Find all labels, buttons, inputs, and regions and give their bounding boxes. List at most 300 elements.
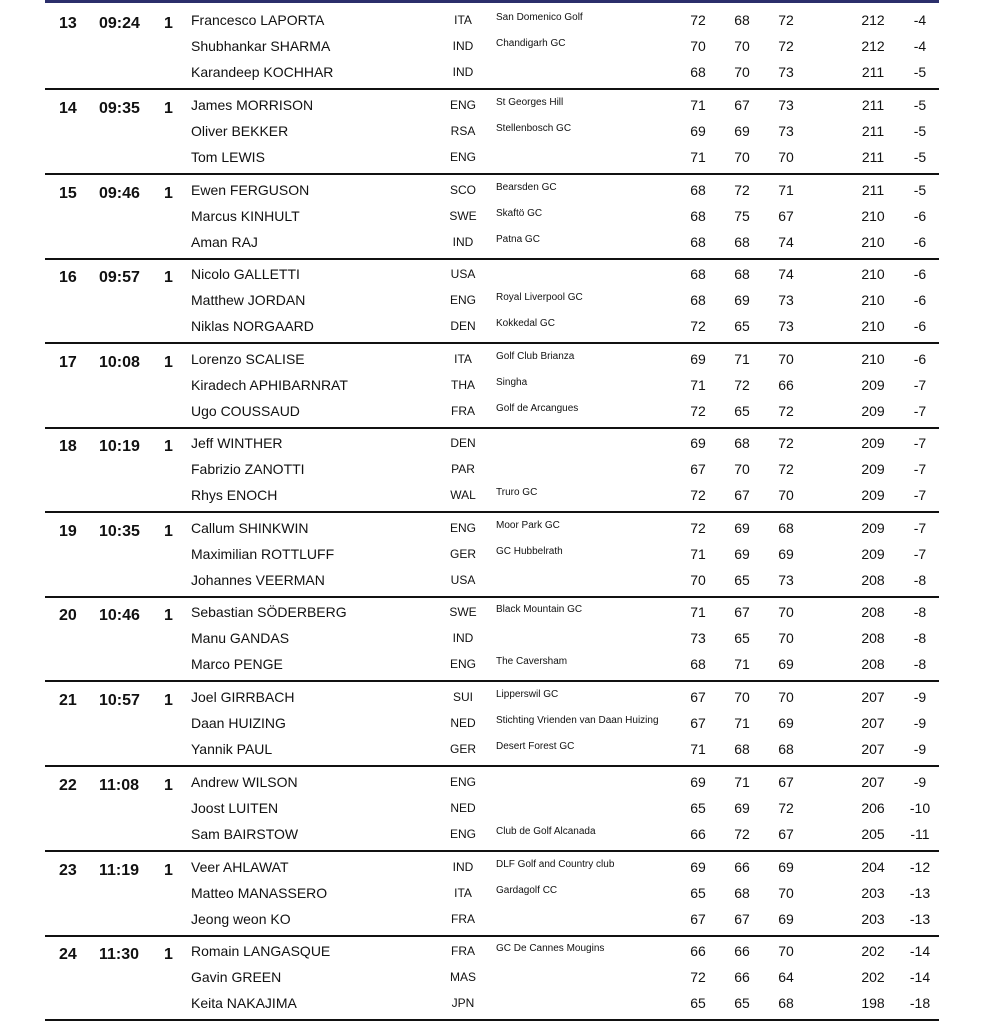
player-country: FRA — [451, 912, 475, 926]
player-row — [45, 403, 939, 429]
total-score: 212 — [861, 12, 885, 28]
round-1-score: 67 — [690, 461, 706, 477]
player-country: GER — [449, 742, 476, 756]
player-country: ENG — [449, 827, 476, 841]
player-row — [45, 318, 939, 344]
round-2-score: 68 — [734, 741, 750, 757]
starting-tee: 1 — [164, 438, 173, 455]
player-row — [45, 487, 939, 513]
player-country: SCO — [449, 183, 476, 197]
player-country: JPN — [451, 996, 475, 1010]
player-country: RSA — [450, 124, 476, 138]
player-club: Royal Liverpool GC — [496, 292, 583, 303]
round-3-score: 69 — [778, 911, 794, 927]
total-score: 206 — [861, 800, 885, 816]
round-2-score: 72 — [734, 377, 750, 393]
total-score: 209 — [861, 520, 885, 536]
round-2-score: 68 — [734, 885, 750, 901]
round-1-score: 69 — [690, 351, 706, 367]
round-1-score: 72 — [690, 403, 706, 419]
round-1-score: 69 — [690, 435, 706, 451]
total-score: 202 — [861, 943, 885, 959]
player-club: Bearsden GC — [496, 182, 557, 193]
starting-tee: 1 — [164, 269, 173, 286]
player-name: Niklas NORGAARD — [191, 318, 314, 334]
round-1-score: 69 — [690, 123, 706, 139]
player-name: Karandeep KOCHHAR — [191, 64, 334, 80]
player-row — [45, 292, 939, 318]
score-to-par: -7 — [913, 435, 927, 451]
round-1-score: 68 — [690, 64, 706, 80]
player-row — [45, 351, 939, 377]
round-2-score: 69 — [734, 520, 750, 536]
round-1-score: 67 — [690, 689, 706, 705]
score-to-par: -18 — [909, 995, 931, 1011]
score-to-par: -9 — [913, 774, 927, 790]
tee-time: 09:57 — [99, 269, 140, 286]
score-to-par: -5 — [913, 123, 927, 139]
total-score: 209 — [861, 487, 885, 503]
player-name: Oliver BEKKER — [191, 123, 289, 139]
tee-time: 10:19 — [99, 438, 140, 455]
player-country: ENG — [449, 150, 476, 164]
player-row — [45, 826, 939, 852]
round-3-score: 69 — [778, 656, 794, 672]
player-country: WAL — [450, 488, 476, 502]
total-score: 209 — [861, 403, 885, 419]
player-club: Gardagolf CC — [496, 885, 558, 896]
total-score: 207 — [861, 715, 885, 731]
player-name: Lorenzo SCALISE — [191, 351, 305, 367]
player-name: Gavin GREEN — [191, 969, 282, 985]
player-name: Yannik PAUL — [191, 741, 273, 757]
tee-time: 09:24 — [99, 15, 140, 32]
round-1-score: 72 — [690, 487, 706, 503]
round-2-score: 65 — [734, 318, 750, 334]
player-country: SUI — [452, 690, 473, 704]
tee-group — [45, 682, 939, 767]
round-1-score: 69 — [690, 774, 706, 790]
score-to-par: -6 — [913, 208, 927, 224]
tee-group — [45, 259, 939, 344]
player-country: THA — [451, 378, 475, 392]
round-3-score: 73 — [778, 572, 794, 588]
player-club: Stellenbosch GC — [496, 123, 572, 134]
player-name: Tom LEWIS — [191, 149, 265, 165]
tee-group — [45, 936, 939, 1021]
total-score: 209 — [861, 377, 885, 393]
group-number: 20 — [59, 607, 77, 624]
player-club: Chandigarh GC — [496, 38, 566, 49]
player-country: MAS — [449, 970, 476, 984]
player-country: USA — [450, 573, 476, 587]
round-3-score: 70 — [778, 149, 794, 165]
player-row — [45, 123, 939, 149]
player-country: USA — [450, 267, 476, 281]
round-2-score: 67 — [734, 97, 750, 113]
round-2-score: 65 — [734, 630, 750, 646]
player-country: ITA — [454, 352, 472, 366]
player-name: Aman RAJ — [191, 234, 258, 250]
player-name: Kiradech APHIBARNRAT — [191, 377, 348, 393]
player-club: GC Hubbelrath — [496, 546, 563, 557]
top-border — [45, 0, 939, 3]
player-country: IND — [452, 235, 474, 249]
round-2-score: 66 — [734, 969, 750, 985]
player-name: Ugo COUSSAUD — [191, 403, 300, 419]
tee-group — [45, 767, 939, 852]
player-name: Manu GANDAS — [191, 630, 290, 646]
player-club: Black Mountain GC — [496, 604, 583, 615]
tee-group — [45, 90, 939, 175]
player-club: Kokkedal GC — [496, 318, 555, 329]
score-to-par: -13 — [909, 885, 931, 901]
score-to-par: -9 — [913, 689, 927, 705]
player-row — [45, 149, 939, 175]
score-to-par: -6 — [913, 351, 927, 367]
player-name: Romain LANGASQUE — [191, 943, 331, 959]
round-1-score: 71 — [690, 149, 706, 165]
total-score: 207 — [861, 774, 885, 790]
player-country: ENG — [449, 775, 476, 789]
total-score: 198 — [861, 995, 885, 1011]
round-2-score: 70 — [734, 149, 750, 165]
player-name: Marco PENGE — [191, 656, 283, 672]
tee-time: 09:35 — [99, 100, 140, 117]
starting-tee: 1 — [164, 777, 173, 794]
round-3-score: 72 — [778, 38, 794, 54]
player-club: Moor Park GC — [496, 520, 560, 531]
round-2-score: 65 — [734, 995, 750, 1011]
round-1-score: 68 — [690, 208, 706, 224]
player-club: Stichting Vrienden van Daan Huizing — [496, 715, 659, 726]
starting-tee: 1 — [164, 100, 173, 117]
player-club: San Domenico Golf — [496, 12, 583, 23]
round-1-score: 72 — [690, 969, 706, 985]
tee-time: 11:19 — [99, 862, 140, 879]
score-to-par: -7 — [913, 403, 927, 419]
round-1-score: 68 — [690, 656, 706, 672]
score-to-par: -8 — [913, 656, 927, 672]
total-score: 208 — [861, 572, 885, 588]
round-3-score: 67 — [778, 774, 794, 790]
player-country: NED — [450, 716, 476, 730]
player-club: DLF Golf and Country club — [496, 859, 615, 870]
round-3-score: 70 — [778, 689, 794, 705]
score-to-par: -5 — [913, 149, 927, 165]
starting-tee: 1 — [164, 15, 173, 32]
round-2-score: 72 — [734, 182, 750, 198]
player-row — [45, 943, 939, 969]
round-3-score: 74 — [778, 234, 794, 250]
player-name: Andrew WILSON — [191, 774, 298, 790]
round-2-score: 69 — [734, 292, 750, 308]
tee-time: 10:46 — [99, 607, 140, 624]
round-1-score: 68 — [690, 234, 706, 250]
score-to-par: -14 — [909, 969, 931, 985]
player-country: ENG — [449, 98, 476, 112]
player-country: GER — [449, 547, 476, 561]
round-3-score: 68 — [778, 995, 794, 1011]
player-club: Singha — [496, 377, 528, 388]
score-to-par: -11 — [910, 826, 930, 842]
player-name: Shubhankar SHARMA — [191, 38, 331, 54]
round-2-score: 70 — [734, 689, 750, 705]
player-name: Marcus KINHULT — [191, 208, 300, 224]
score-to-par: -9 — [913, 715, 927, 731]
player-row — [45, 461, 939, 487]
player-name: James MORRISON — [191, 97, 314, 113]
round-3-score: 70 — [778, 630, 794, 646]
player-name: Maximilian ROTTLUFF — [191, 546, 335, 562]
score-to-par: -9 — [913, 741, 927, 757]
player-name: Matthew JORDAN — [191, 292, 306, 308]
player-name: Joel GIRRBACH — [191, 689, 295, 705]
player-club: The Caversham — [496, 656, 568, 667]
tee-group — [45, 5, 939, 90]
player-row — [45, 604, 939, 630]
round-1-score: 68 — [690, 292, 706, 308]
player-row — [45, 859, 939, 885]
round-3-score: 69 — [778, 859, 794, 875]
tee-group — [45, 428, 939, 513]
round-2-score: 68 — [734, 12, 750, 28]
round-2-score: 65 — [734, 403, 750, 419]
player-country: FRA — [451, 944, 475, 958]
player-club: Golf Club Brianza — [496, 351, 575, 362]
player-row — [45, 995, 939, 1021]
player-row — [45, 969, 939, 995]
round-2-score: 67 — [734, 604, 750, 620]
player-name: Daan HUIZING — [191, 715, 286, 731]
round-3-score: 68 — [778, 520, 794, 536]
player-row — [45, 234, 939, 260]
round-3-score: 72 — [778, 12, 794, 28]
score-to-par: -6 — [913, 234, 927, 250]
player-club: Skaftö GC — [496, 208, 543, 219]
group-number: 16 — [59, 269, 77, 286]
round-3-score: 69 — [778, 715, 794, 731]
round-2-score: 69 — [734, 546, 750, 562]
round-1-score: 66 — [690, 826, 706, 842]
round-2-score: 66 — [734, 943, 750, 959]
player-row — [45, 208, 939, 234]
tee-group — [45, 852, 939, 937]
group-number: 24 — [59, 946, 77, 963]
player-row — [45, 182, 939, 208]
total-score: 211 — [861, 182, 885, 198]
score-to-par: -7 — [913, 546, 927, 562]
player-name: Matteo MANASSERO — [191, 885, 328, 901]
score-to-par: -8 — [913, 604, 927, 620]
round-3-score: 67 — [778, 826, 794, 842]
total-score: 211 — [861, 97, 885, 113]
round-2-score: 66 — [734, 859, 750, 875]
player-row — [45, 715, 939, 741]
player-row — [45, 911, 939, 937]
tee-group — [45, 175, 939, 260]
player-row — [45, 774, 939, 800]
player-country: SWE — [449, 605, 477, 619]
player-row — [45, 656, 939, 682]
round-1-score: 71 — [690, 377, 706, 393]
round-1-score: 72 — [690, 520, 706, 536]
round-2-score: 75 — [734, 208, 750, 224]
score-to-par: -4 — [913, 38, 927, 54]
player-country: DEN — [450, 319, 476, 333]
player-name: Sam BAIRSTOW — [191, 826, 299, 842]
total-score: 209 — [861, 435, 885, 451]
round-1-score: 71 — [690, 97, 706, 113]
player-row — [45, 38, 939, 64]
player-name: Rhys ENOCH — [191, 487, 278, 503]
score-to-par: -12 — [909, 859, 931, 875]
round-2-score: 70 — [734, 64, 750, 80]
round-1-score: 70 — [690, 38, 706, 54]
total-score: 205 — [861, 826, 885, 842]
starting-tee: 1 — [164, 946, 173, 963]
player-club: Desert Forest GC — [496, 741, 575, 752]
score-to-par: -4 — [913, 12, 927, 28]
total-score: 211 — [861, 149, 885, 165]
group-number: 22 — [59, 777, 77, 794]
group-divider — [45, 1019, 939, 1021]
score-to-par: -6 — [913, 266, 927, 282]
score-to-par: -6 — [913, 292, 927, 308]
player-country: ENG — [449, 521, 476, 535]
total-score: 210 — [861, 292, 885, 308]
total-score: 211 — [861, 123, 885, 139]
round-2-score: 68 — [734, 266, 750, 282]
group-number: 17 — [59, 354, 77, 371]
score-to-par: -7 — [913, 377, 927, 393]
player-club: St Georges Hill — [496, 97, 564, 108]
group-number: 13 — [59, 15, 77, 32]
player-country: ENG — [449, 293, 476, 307]
starting-tee: 1 — [164, 607, 173, 624]
tee-group — [45, 344, 939, 429]
player-country: IND — [452, 65, 474, 79]
round-3-score: 74 — [778, 266, 794, 282]
player-name: Jeff WINTHER — [191, 435, 283, 451]
player-country: IND — [452, 631, 474, 645]
tee-time: 10:08 — [99, 354, 140, 371]
score-to-par: -6 — [913, 318, 927, 334]
round-3-score: 72 — [778, 461, 794, 477]
round-3-score: 70 — [778, 351, 794, 367]
score-to-par: -10 — [909, 800, 931, 816]
starting-tee: 1 — [164, 862, 173, 879]
round-2-score: 71 — [734, 351, 750, 367]
player-country: IND — [452, 39, 474, 53]
round-1-score: 71 — [690, 546, 706, 562]
starting-tee: 1 — [164, 523, 173, 540]
round-3-score: 73 — [778, 123, 794, 139]
player-name: Ewen FERGUSON — [191, 182, 310, 198]
player-country: PAR — [451, 462, 475, 476]
round-3-score: 68 — [778, 741, 794, 757]
round-2-score: 70 — [734, 461, 750, 477]
player-name: Keita NAKAJIMA — [191, 995, 297, 1011]
total-score: 203 — [861, 911, 885, 927]
player-row — [45, 266, 939, 292]
starting-tee: 1 — [164, 185, 173, 202]
round-3-score: 70 — [778, 604, 794, 620]
total-score: 210 — [861, 266, 885, 282]
player-country: SWE — [449, 209, 477, 223]
player-country: FRA — [451, 404, 475, 418]
round-3-score: 70 — [778, 943, 794, 959]
round-1-score: 72 — [690, 12, 706, 28]
total-score: 211 — [861, 64, 885, 80]
round-2-score: 71 — [734, 656, 750, 672]
score-to-par: -5 — [913, 64, 927, 80]
total-score: 208 — [861, 656, 885, 672]
round-2-score: 69 — [734, 800, 750, 816]
round-3-score: 73 — [778, 318, 794, 334]
player-row — [45, 572, 939, 598]
player-row — [45, 377, 939, 403]
player-country: ITA — [454, 13, 472, 27]
round-1-score: 71 — [690, 604, 706, 620]
round-2-score: 68 — [734, 435, 750, 451]
total-score: 208 — [861, 630, 885, 646]
total-score: 202 — [861, 969, 885, 985]
tee-group — [45, 513, 939, 598]
round-1-score: 71 — [690, 741, 706, 757]
player-row — [45, 689, 939, 715]
round-2-score: 69 — [734, 123, 750, 139]
round-3-score: 70 — [778, 885, 794, 901]
group-number: 18 — [59, 438, 77, 455]
round-1-score: 67 — [690, 911, 706, 927]
score-to-par: -5 — [913, 97, 927, 113]
player-country: ITA — [454, 886, 472, 900]
group-number: 21 — [59, 692, 77, 709]
total-score: 203 — [861, 885, 885, 901]
player-name: Johannes VEERMAN — [191, 572, 325, 588]
tee-time: 10:35 — [99, 523, 140, 540]
player-name: Jeong weon KO — [191, 911, 291, 927]
round-3-score: 72 — [778, 800, 794, 816]
player-country: DEN — [450, 436, 476, 450]
score-to-par: -5 — [913, 182, 927, 198]
round-3-score: 67 — [778, 208, 794, 224]
score-to-par: -13 — [909, 911, 931, 927]
round-1-score: 73 — [690, 630, 706, 646]
player-row — [45, 435, 939, 461]
score-to-par: -8 — [913, 630, 927, 646]
round-2-score: 67 — [734, 487, 750, 503]
player-club: Truro GC — [496, 487, 538, 498]
score-to-par: -8 — [913, 572, 927, 588]
player-country: ENG — [449, 657, 476, 671]
player-row — [45, 630, 939, 656]
player-row — [45, 520, 939, 546]
round-1-score: 66 — [690, 943, 706, 959]
total-score: 210 — [861, 208, 885, 224]
total-score: 210 — [861, 234, 885, 250]
round-1-score: 68 — [690, 182, 706, 198]
player-name: Nicolo GALLETTI — [191, 266, 300, 282]
total-score: 207 — [861, 741, 885, 757]
score-to-par: -7 — [913, 520, 927, 536]
round-1-score: 65 — [690, 800, 706, 816]
player-club: Club de Golf Alcanada — [496, 826, 596, 837]
total-score: 212 — [861, 38, 885, 54]
player-row — [45, 546, 939, 572]
group-number: 15 — [59, 185, 77, 202]
